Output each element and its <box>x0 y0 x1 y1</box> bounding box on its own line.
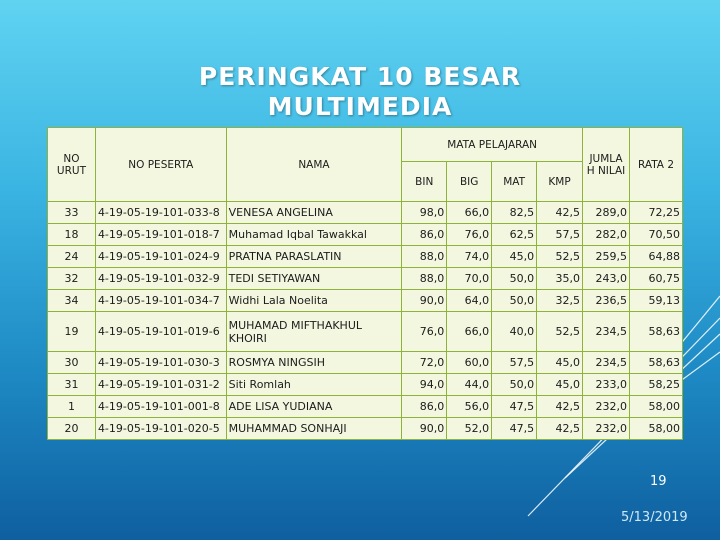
cell-nama: PRATNA PARASLATIN <box>226 246 402 268</box>
cell-jumlah-nilai: 233,0 <box>583 374 630 396</box>
cell-rata2: 64,88 <box>629 246 682 268</box>
cell-big: 60,0 <box>447 352 492 374</box>
cell-kmp: 42,5 <box>537 202 583 224</box>
cell-jumlah-nilai: 236,5 <box>583 290 630 312</box>
cell-mat: 40,0 <box>492 312 537 352</box>
cell-big: 56,0 <box>447 396 492 418</box>
cell-big: 76,0 <box>447 224 492 246</box>
cell-mat: 47,5 <box>492 396 537 418</box>
cell-no-peserta: 4-19-05-19-101-033-8 <box>95 202 226 224</box>
cell-nama: Widhi Lala Noelita <box>226 290 402 312</box>
cell-rata2: 72,25 <box>629 202 682 224</box>
cell-kmp: 42,5 <box>537 396 583 418</box>
cell-rata2: 58,00 <box>629 396 682 418</box>
cell-mat: 57,5 <box>492 352 537 374</box>
cell-jumlah-nilai: 232,0 <box>583 418 630 440</box>
cell-rata2: 58,63 <box>629 352 682 374</box>
cell-bin: 72,0 <box>402 352 447 374</box>
cell-rata2: 58,25 <box>629 374 682 396</box>
cell-kmp: 35,0 <box>537 268 583 290</box>
cell-no-peserta: 4-19-05-19-101-032-9 <box>95 268 226 290</box>
table-row <box>48 268 683 290</box>
cell-nama: VENESA ANGELINA <box>226 202 402 224</box>
cell-rata2: 60,75 <box>629 268 682 290</box>
cell-mat: 50,0 <box>492 268 537 290</box>
table-row <box>48 290 683 312</box>
cell-no-urut: 1 <box>48 396 96 418</box>
cell-no-urut: 19 <box>48 312 96 352</box>
cell-rata2: 58,63 <box>629 312 682 352</box>
table-header-row <box>48 128 683 162</box>
cell-kmp: 57,5 <box>537 224 583 246</box>
table-row <box>48 202 683 224</box>
cell-big: 70,0 <box>447 268 492 290</box>
cell-bin: 90,0 <box>402 418 447 440</box>
cell-no-urut: 33 <box>48 202 96 224</box>
slide-date: 5/13/2019 <box>621 510 688 525</box>
cell-no-urut: 31 <box>48 374 96 396</box>
title-line-1: PERINGKAT 10 BESAR <box>198 62 522 91</box>
title-line-2: MULTIMEDIA <box>267 92 453 121</box>
cell-no-urut: 32 <box>48 268 96 290</box>
ranking-table <box>47 127 683 440</box>
cell-rata2: 70,50 <box>629 224 682 246</box>
table-row <box>48 374 683 396</box>
cell-nama: ROSMYA NINGSIH <box>226 352 402 374</box>
cell-mat: 50,0 <box>492 290 537 312</box>
cell-jumlah-nilai: 259,5 <box>583 246 630 268</box>
cell-mat: 50,0 <box>492 374 537 396</box>
cell-mat: 47,5 <box>492 418 537 440</box>
cell-nama: Siti Romlah <box>226 374 402 396</box>
table-body <box>48 202 683 440</box>
cell-nama: Muhamad Iqbal Tawakkal <box>226 224 402 246</box>
cell-bin: 88,0 <box>402 246 447 268</box>
cell-rata2: 58,00 <box>629 418 682 440</box>
table-row <box>48 418 683 440</box>
cell-kmp: 32,5 <box>537 290 583 312</box>
cell-no-peserta: 4-19-05-19-101-030-3 <box>95 352 226 374</box>
cell-jumlah-nilai: 232,0 <box>583 396 630 418</box>
cell-jumlah-nilai: 234,5 <box>583 312 630 352</box>
cell-mat: 82,5 <box>492 202 537 224</box>
cell-bin: 90,0 <box>402 290 447 312</box>
table-row <box>48 246 683 268</box>
cell-nama: MUHAMAD MIFTHAKHUL KHOIRI <box>226 312 402 352</box>
cell-no-peserta: 4-19-05-19-101-020-5 <box>95 418 226 440</box>
cell-no-peserta: 4-19-05-19-101-018-7 <box>95 224 226 246</box>
header-mata-pelajaran: MATA PELAJARAN <box>402 128 583 162</box>
cell-bin: 76,0 <box>402 312 447 352</box>
cell-no-peserta: 4-19-05-19-101-024-9 <box>95 246 226 268</box>
cell-bin: 98,0 <box>402 202 447 224</box>
header-subject-kmp: KMP <box>537 162 583 202</box>
cell-no-peserta: 4-19-05-19-101-031-2 <box>95 374 226 396</box>
cell-big: 66,0 <box>447 202 492 224</box>
cell-kmp: 45,0 <box>537 352 583 374</box>
cell-no-peserta: 4-19-05-19-101-001-8 <box>95 396 226 418</box>
cell-big: 64,0 <box>447 290 492 312</box>
cell-big: 52,0 <box>447 418 492 440</box>
cell-nama: TEDI SETIYAWAN <box>226 268 402 290</box>
cell-nama: ADE LISA YUDIANA <box>226 396 402 418</box>
page-number: 19 <box>650 474 667 489</box>
cell-no-urut: 20 <box>48 418 96 440</box>
header-rata2: RATA 2 <box>629 128 682 202</box>
cell-big: 44,0 <box>447 374 492 396</box>
header-nama: NAMA <box>226 128 402 202</box>
header-subject-mat: MAT <box>492 162 537 202</box>
cell-bin: 94,0 <box>402 374 447 396</box>
cell-nama: MUHAMMAD SONHAJI <box>226 418 402 440</box>
table-row <box>48 396 683 418</box>
cell-jumlah-nilai: 289,0 <box>583 202 630 224</box>
cell-jumlah-nilai: 282,0 <box>583 224 630 246</box>
header-subject-big: BIG <box>447 162 492 202</box>
cell-mat: 62,5 <box>492 224 537 246</box>
cell-jumlah-nilai: 243,0 <box>583 268 630 290</box>
cell-kmp: 45,0 <box>537 374 583 396</box>
cell-kmp: 52,5 <box>537 246 583 268</box>
header-jumlah-nilai: JUMLA H NILAI <box>583 128 630 202</box>
cell-bin: 86,0 <box>402 224 447 246</box>
cell-mat: 45,0 <box>492 246 537 268</box>
cell-no-urut: 30 <box>48 352 96 374</box>
header-no-peserta: NO PESERTA <box>95 128 226 202</box>
cell-no-peserta: 4-19-05-19-101-034-7 <box>95 290 226 312</box>
cell-no-urut: 24 <box>48 246 96 268</box>
header-no-urut: NO URUT <box>48 128 96 202</box>
cell-no-peserta: 4-19-05-19-101-019-6 <box>95 312 226 352</box>
cell-no-urut: 18 <box>48 224 96 246</box>
cell-rata2: 59,13 <box>629 290 682 312</box>
cell-kmp: 52,5 <box>537 312 583 352</box>
cell-big: 66,0 <box>447 312 492 352</box>
cell-kmp: 42,5 <box>537 418 583 440</box>
header-subject-bin: BIN <box>402 162 447 202</box>
table-row <box>48 224 683 246</box>
cell-bin: 88,0 <box>402 268 447 290</box>
table-row <box>48 352 683 374</box>
cell-jumlah-nilai: 234,5 <box>583 352 630 374</box>
cell-bin: 86,0 <box>402 396 447 418</box>
cell-no-urut: 34 <box>48 290 96 312</box>
table-row <box>48 312 683 352</box>
slide-title <box>0 62 720 122</box>
cell-big: 74,0 <box>447 246 492 268</box>
